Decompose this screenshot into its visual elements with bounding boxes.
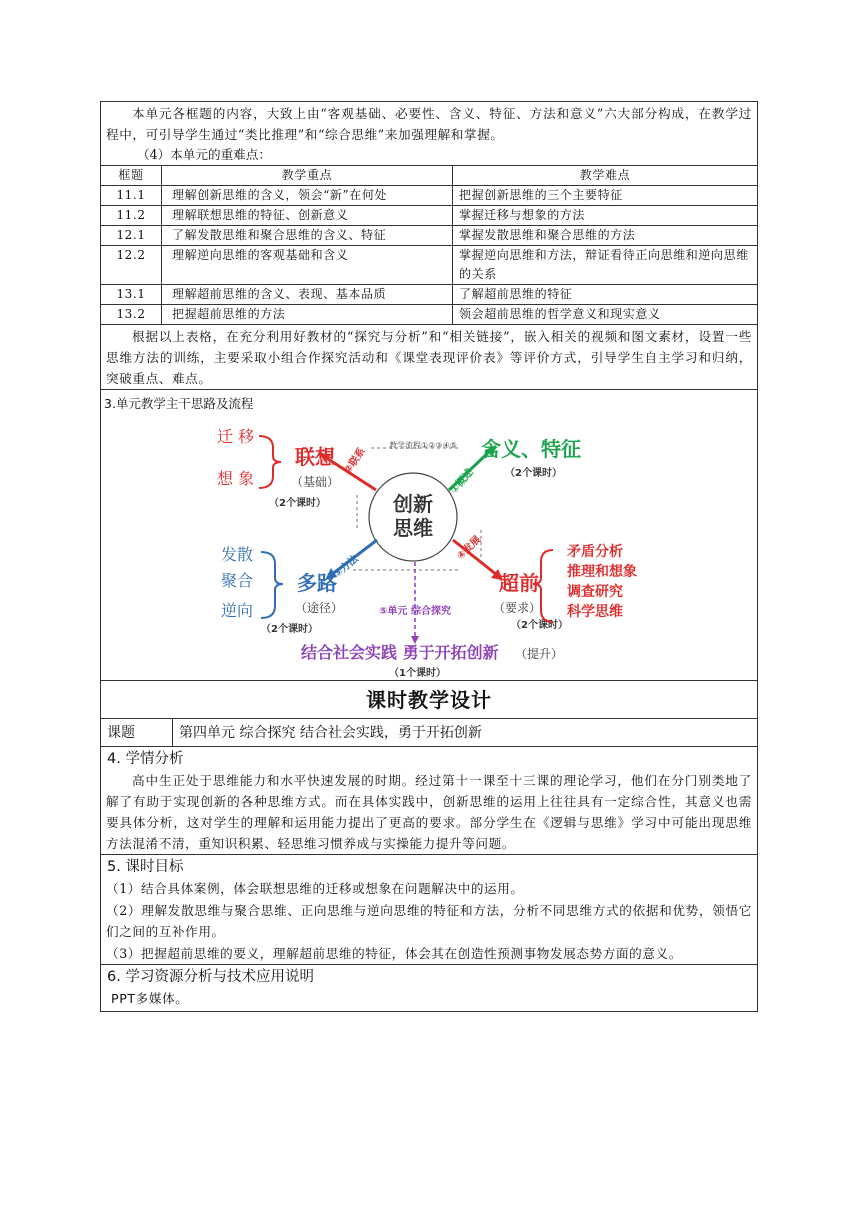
table-row [101, 186, 757, 206]
advance-title: 超前 [499, 571, 539, 595]
objective-item: （3）把握超前思维的要义，理解超前思维的特征，体会其在创造性预测事物发展态势方面的意义。 [106, 946, 682, 961]
table-row [101, 206, 757, 226]
difficulty-cell: 了解超前思维的特征 [453, 285, 758, 305]
association-sub: （基础） [291, 475, 340, 489]
document-frame [100, 101, 758, 1012]
table-row [101, 285, 757, 305]
multipath-item: 逆向 [221, 601, 254, 620]
multipath-title: 多路 [297, 571, 337, 595]
lesson-cell: 13.2 [101, 305, 162, 325]
multipath-sub: （途径） [295, 601, 344, 615]
bracket [261, 552, 283, 618]
key-point-cell: 把握超前思维的方法 [162, 305, 453, 325]
key-point-cell: 理解创新思维的含义，领会“新”在何处 [162, 186, 453, 206]
key-points-heading: （4）本单元的重难点： [137, 147, 271, 162]
table-row [101, 226, 757, 246]
flow-label: 教学流程①②③④⑤ [389, 441, 457, 450]
strategy-paragraph: 根据以上表格，在充分利用好教材的“探究与分析”和“相关链接”，嵌入相关的视频和图文素材，设置一些思维方法的训练，主要采取小组合作探究活动和《课堂表现评价表》等评价方式，引导学生自主学习和归纳，突破重点、难点。 [106, 329, 752, 386]
meaning-title: 含义、特征 [481, 437, 581, 461]
bracket [259, 436, 281, 488]
section-5 [101, 855, 757, 965]
association-arrow-label: ②联系 [342, 446, 368, 476]
center-label-2: 思维 [393, 516, 433, 540]
difficulty-cell: 领会超前思维的哲学意义和现实意义 [453, 305, 758, 325]
advance-item: 推理和想象 [567, 564, 637, 580]
flow-diagram [101, 410, 757, 680]
header-lesson: 框题 [101, 166, 162, 186]
unit-flow-section [101, 390, 757, 681]
advance-hours: （2个课时） [511, 620, 568, 631]
difficulty-cell: 掌握逆向思维和方法，辩证看待正向思维和逆向思维的关系 [453, 246, 758, 285]
lesson-cell: 11.2 [101, 206, 162, 226]
section-5-title: 5. 课时目标 [107, 859, 184, 875]
intro-paragraph: 本单元各框题的内容，大致上由“客观基础、必要性、含义、特征、方法和意义”六大部分构成，在教学过程中，可引导学生通过“类比推理”和“综合思维”来加强理解和掌握。 [106, 106, 752, 142]
unit-label: ⑤单元 综合探究 [379, 606, 451, 617]
multipath-item: 发散 [221, 545, 254, 564]
focus-table-header [101, 166, 757, 186]
difficulty-cell: 掌握发散思维和聚合思维的方法 [453, 226, 758, 246]
multipath-hours: （2个课时） [261, 624, 318, 635]
lesson-cell: 12.1 [101, 226, 162, 246]
unit-title: 结合社会实践 勇于开拓创新 [301, 643, 499, 662]
advance-item: 科学思维 [567, 604, 623, 620]
objective-item: （1）结合具体案例，体会联想思维的迁移或想象在问题解决中的运用。 [106, 881, 524, 896]
focus-table-row [101, 166, 757, 325]
association-item: 想 象 [217, 469, 255, 488]
objective-item: （2）理解发散思维与聚合思维、正向思维与逆向思维的特征和方法，分析不同思维方式的依据和优势，领悟它们之间的互补作用。 [106, 903, 752, 939]
section-6-body: PPT多媒体。 [111, 991, 189, 1006]
center-label-1: 创新 [393, 492, 433, 516]
meaning-arrow-label: ①概述 [448, 467, 476, 496]
focus-table [101, 166, 757, 324]
table-row [101, 246, 757, 285]
advance-sub: （要求） [493, 601, 542, 615]
lesson-design-title: 课时教学设计 [101, 681, 757, 719]
multipath-arrow-label: ③方法 [331, 553, 361, 581]
lesson-cell: 13.1 [101, 285, 162, 305]
section-4-body: 高中生正处于思维能力和水平快速发展的时期。经过第十一课至十三课的理论学习，他们在分门别类地了解了有助于实现创新的各种思维方式。而在具体实践中，创新思维的运用上往往具有一定综合性，其意义也需要具体分析，这对学生的理解和运用能力提出了更高的要求。部分学生在《逻辑与思维》学习中可能出现思维方法混淆不清，重知识积累、轻思维习惯养成与实操能力提升等问题。 [106, 773, 752, 851]
difficulty-cell: 把握创新思维的三个主要特征 [453, 186, 758, 206]
key-point-cell: 理解联想思维的特征、创新意义 [162, 206, 453, 226]
lesson-cell: 11.1 [101, 186, 162, 206]
association-hours: （2个课时） [269, 498, 326, 509]
section-6 [101, 965, 757, 1011]
unit-hours: （1个课时） [389, 668, 446, 679]
meaning-hours: （2个课时） [505, 468, 562, 479]
association-title: 联想 [295, 445, 335, 469]
strategy-section [101, 325, 757, 390]
difficulty-cell: 掌握迁移与想象的方法 [453, 206, 758, 226]
advance-item: 矛盾分析 [567, 544, 623, 560]
section-4 [101, 747, 757, 855]
section-3-title: 3.单元教学主干思路及流程 [104, 396, 254, 411]
header-key-points: 教学重点 [162, 166, 453, 186]
multipath-item: 聚合 [221, 571, 254, 590]
topic-value: 第四单元 综合探究 结合社会实践，勇于开拓创新 [179, 725, 482, 741]
topic-key: 课题 [101, 719, 173, 746]
association-item: 迁 移 [217, 427, 255, 446]
advance-arrow-label: ④发展 [455, 534, 484, 563]
lesson-cell: 12.2 [101, 246, 162, 285]
key-point-cell: 理解逆向思维的客观基础和含义 [162, 246, 453, 285]
header-difficulties: 教学难点 [453, 166, 758, 186]
unit-sub: （提升） [515, 647, 564, 661]
topic-row [101, 719, 757, 747]
intro-section [101, 102, 757, 166]
section-4-title: 4. 学情分析 [107, 751, 184, 767]
key-point-cell: 理解超前思维的含义、表现、基本品质 [162, 285, 453, 305]
section-6-title: 6. 学习资源分析与技术应用说明 [107, 969, 314, 985]
advance-item: 调查研究 [567, 584, 623, 600]
key-point-cell: 了解发散思维和聚合思维的含义、特征 [162, 226, 453, 246]
table-row [101, 305, 757, 325]
